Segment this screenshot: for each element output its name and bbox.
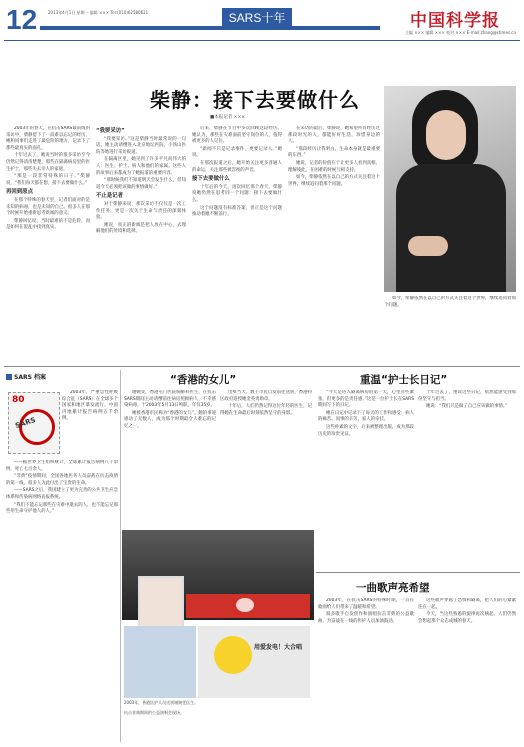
hk-headline: “香港的女儿”: [170, 374, 237, 386]
song-photo-caption: 抗击非典期间的公益演唱会现场。: [124, 710, 184, 715]
section-divider: [4, 366, 520, 367]
main-col-3: 后来，柴静在节目中多次回顾这段经历。她认为，那些在灾难面前坚守岗位的人，值得被更多的人记住。 “新闻不只是记录事件，更要记录人。”她说。 在那次报道之后，她开始关注更多普通人的命运，关注那些被忽视的声音。 接下去要做什么 十年后的今天，再次回忆那个春天，柴静说她仍然在思考同一个问题：接下去要做什么。 这个问题没有标准答案，但正是这个问题推动着她不断前行。: [192, 126, 282, 218]
main-headline: 柴静：接下去要做什么: [150, 88, 360, 112]
concert-banner-text: 用爱发电！大合唱: [254, 644, 303, 651]
date-line: 2013年4月1日 星期一 编辑 ××× Tel:(010)62580621: [48, 10, 149, 15]
subhead-next: 接下去要做什么: [192, 176, 230, 183]
sidebar-col-top: 2003年，严重急性呼吸综合征（SARS）在全球多个国家和地区暴发流行。中国内地累计报告病例五千余例。: [62, 390, 118, 422]
sidebar-header: [6, 372, 118, 384]
page-number: 12: [6, 4, 38, 35]
portrait-photo: [384, 86, 516, 292]
sars-stamp-image: 80 SARS: [8, 392, 60, 454]
subhead-want-interview: “我要采访”: [96, 128, 125, 134]
section-label: SARS十年: [222, 8, 292, 28]
main-col-4: 在采访的最后，柴静说，她希望所有经历过那段时光的人，都能好好生活，珍惜身边的人。 “那段经历让我明白，生命本身就是最重要的东西。” 她说，记者的价值在于让更多人看到真相，理解彼此，在困难的时候互相支持。 如今，柴静依然在以自己的方式关注着这个世界，继续追问着那个问题。: [288, 126, 380, 187]
sidebar-label: SARS 档案: [14, 374, 46, 381]
diary-headline: 重温“护士长日记”: [360, 374, 448, 386]
sidebar-col: ——据世界卫生组织统计，全球累计报告病例八千余例，死亡七百余人。 “非典”疫情期间，全国各地医务人员奋战在抗击疫情的第一线，很多人为此付出了宝贵的生命。 ——SARS之后，我国建立了更为完善的公共卫生应急体系和传染病网络直报系统。 “我们不能忘记那些在灾难中逝去的人，也不能忘记那些用生命守护他人的人。”: [6, 460, 118, 515]
song-headline: 一曲歌声亮希望: [356, 582, 430, 594]
bauhinia-emblem: [236, 598, 254, 612]
masthead-sub: 主编 ××× 编辑 ××× 校对 ××× E-mail:zhang@stimes.cn: [404, 30, 516, 35]
header-divider: [4, 40, 520, 41]
subhead-not-only: 不止是记者: [96, 193, 123, 200]
hk-photo-caption: 2003年，香港医护人员送别谢婉雯医生。: [124, 700, 199, 705]
medical-staff-photo: [124, 626, 196, 698]
memorial-portrait: [138, 576, 184, 628]
main-col-1: 2003年的春天，在抗击SARS最前线的采访中，柴静留下了一段难以忘记的经历，她和同事们走进了最危险的地方，记录下了那些最真实的面孔。 十年过去了，她说当时的很多采访至今仍然记得清清楚楚，那些在隔离病房里的医生护士，那些失去亲人的家庭。 “那是一段非常特殊的日子。”柴静说，“我们每天都在想，接下去要做什么。” 再回到原点 在那个特殊的春天里，记者们面对的是未知的病毒，也是未知的自己。很多人在那个时候开始重新思考新闻的意义。 柴静回忆说，当时最难的不是危险，而是如何在混乱中找到真实。: [6, 126, 90, 231]
diary-col-1: “今天是进入隔离病房的第一天，心里有些紧张，但更多的是责任感。”这是一位护士长在SARS期间写下的日记。 她在日记中记录下了每天的工作和感受：病人的痛苦、同事的辛劳、家人的牵挂。 这些朴素的文字，后来被整理出版，成为那段历史的珍贵见证。: [318, 390, 414, 437]
main-col-2: “我要采访” “我要采访。”这是柴静当时最常说的一句话。她主动请缨进入北京地坛医院、小汤山医院等地进行采访报道。 在隔离区里，她见到了许多平凡而伟大的人：医生、护士、病人和他们的家属。这些人的故事后来都成为了她报道的重要内容。 “那时候我们不知道明天会发生什么，但知道今天必须把该做的事情做好。” 不止是记者 对于柴静来说，那次采访不仅仅是一次工作任务，更是一次关于生命与责任的深刻体验。 她说，真正的新闻是把人放在中心，去理解他们的处境和选择。: [96, 128, 186, 235]
masthead: 中国科学报: [410, 11, 500, 31]
page-header: [0, 0, 524, 50]
header-rule: [40, 26, 380, 30]
main-col-5: 如今，柴静依然在以自己的方式关注着这个世界，继续追问着那个问题。: [384, 296, 516, 308]
hk-col-2: 出殡当天，数千市民自发前往送别，香港特区政府追授她金英勇勋章。 十年后，人们仍然记得这位年轻的医生，记得她在生命最后时刻依然坚守的身影。: [220, 390, 312, 416]
hk-col-1: 谢婉雯，香港屯门医院胸肺科医生，在抗击SARS期间主动请缨前往病房照顾病人，不幸感染病毒，于2003年5月13日殉职，年仅35岁。 她被香港市民称为“香港的女儿”。她的事迹感动了无数人，成为那个时期最令人难忘的记忆之一。: [124, 390, 216, 429]
main-byline: ■本报记者 ×××: [210, 115, 245, 120]
smiley-face-icon: [214, 636, 252, 674]
subhead-origin: 再回到原点: [6, 189, 33, 196]
diary-col-2: 十年过去了，重读这些日记，依然能感受到那份坚守与担当。 她说：“我们只是做了自己应该做的事情。”: [418, 390, 516, 410]
song-col-1: 2003年，在抗击SARS的特殊时期，一首首歌曲给人们带来了温暖和希望。 很多歌手自发创作和演唱抗击非典的公益歌曲，为奋战在一线的医护人员加油鼓劲。: [318, 598, 414, 624]
song-col-2: 这些歌声穿越了恐惧和隔离，把人们的心紧紧连在一起。 今天，当这些熟悉的旋律再次响起，人们仍然会想起那个众志成城的春天。: [418, 598, 516, 624]
